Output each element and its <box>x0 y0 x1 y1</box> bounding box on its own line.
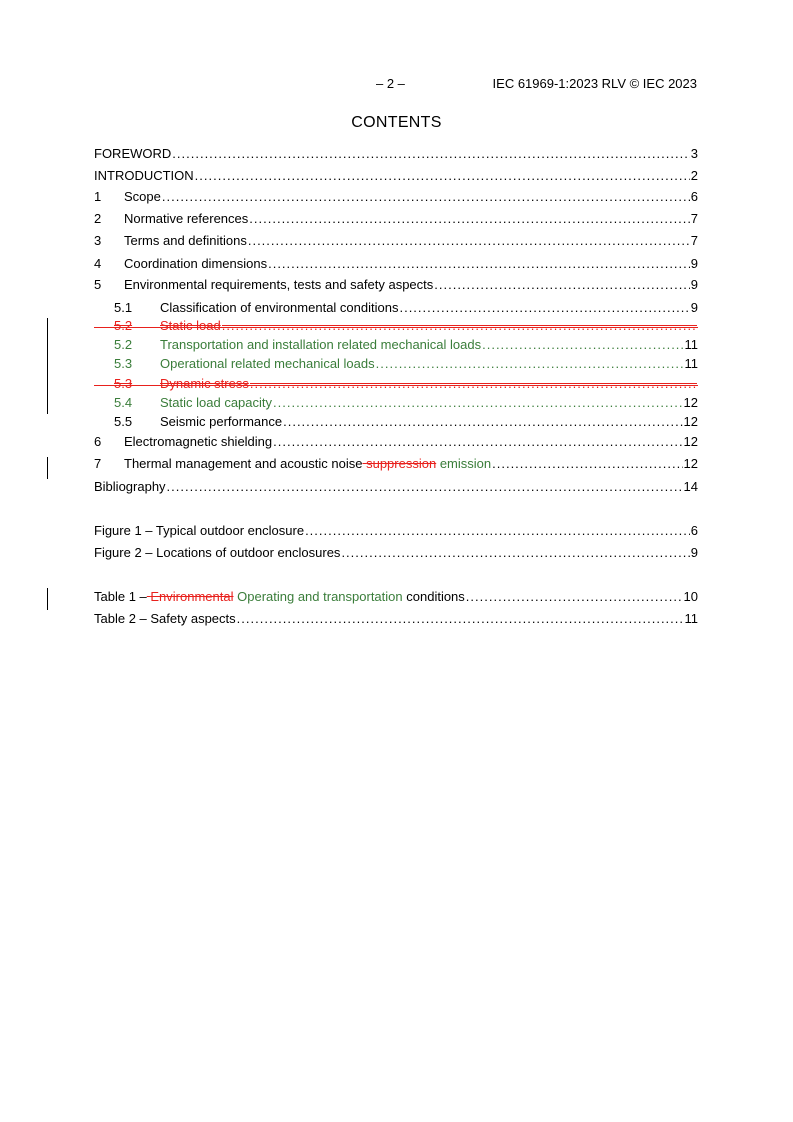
table-entry-page: 10 <box>683 589 698 604</box>
toc-entry-page: 2 <box>690 168 698 183</box>
toc-entry-page: 6 <box>690 189 698 204</box>
leader-dots <box>167 479 683 494</box>
figure-entry-page: 9 <box>690 545 698 560</box>
table-entry-page: 11 <box>684 611 698 626</box>
toc-entry-page: 12 <box>683 414 698 429</box>
deleted-text: Environmental <box>150 589 234 604</box>
toc-entry-number: 1 <box>94 189 102 204</box>
toc-entry-operational-loads[interactable] <box>94 356 698 373</box>
deleted-text: suppression <box>366 456 437 471</box>
leader-dots <box>341 545 689 560</box>
standard-reference: IEC 61969-1:2023 RLV © IEC 2023 <box>492 76 697 91</box>
page-header <box>0 76 793 92</box>
leader-dots <box>376 356 684 371</box>
toc-entry-page: 12 <box>683 456 698 471</box>
toc-entry-number: 4 <box>94 256 102 271</box>
leader-dots <box>434 277 690 292</box>
toc-entry-page: 9 <box>690 256 698 271</box>
toc-entry-number: 5.1 <box>114 300 133 315</box>
leader-dots <box>249 211 689 226</box>
leader-dots <box>273 395 683 410</box>
toc-entry-number: 3 <box>94 233 102 248</box>
toc-entry-page: 12 <box>683 434 698 449</box>
toc-entry-label: Static load capacity <box>160 395 273 410</box>
toc-entry-introduction[interactable] <box>94 168 698 185</box>
toc-entry-label: Classification of environmental conditions <box>160 300 399 315</box>
toc-entry-number: 5 <box>94 277 102 292</box>
toc-entry-page: 7 <box>690 233 698 248</box>
toc-entry-label: Bibliography <box>94 479 166 494</box>
leader-dots <box>237 611 684 626</box>
figure-entry[interactable] <box>94 523 698 540</box>
leader-dots <box>492 456 682 471</box>
page-title: CONTENTS <box>351 114 442 131</box>
leader-dots <box>195 168 690 183</box>
toc-entry-page: 11 <box>684 356 698 371</box>
toc-entry-number: 7 <box>94 456 102 471</box>
table-entry[interactable] <box>94 611 698 628</box>
toc-entry-label: Normative references <box>124 211 249 226</box>
toc-entry-terms-and-definitions[interactable] <box>94 233 698 250</box>
toc-entry-label: Scope <box>124 189 161 204</box>
leader-dots <box>268 256 690 271</box>
toc-entry-page: 9 <box>690 300 698 315</box>
toc-entry-label: Environmental requirements, tests and safety aspects <box>124 277 434 292</box>
table-entry[interactable] <box>94 589 698 606</box>
toc-entry-transportation-loads[interactable] <box>94 337 698 354</box>
label-text: Thermal management and acoustic noise <box>124 456 363 471</box>
toc-entry-page: 7 <box>690 211 698 226</box>
toc-entry-bibliography[interactable] <box>94 479 698 496</box>
toc-entry-label <box>124 456 491 471</box>
toc-entry-static-load-deleted[interactable] <box>94 318 698 335</box>
leader-dots <box>172 146 689 161</box>
toc-entry-label: Static load <box>160 318 221 333</box>
leader-dots <box>482 337 683 352</box>
figure-entry-page: 6 <box>690 523 698 538</box>
change-bar <box>47 318 48 414</box>
toc-entry-coordination-dimensions[interactable] <box>94 256 698 273</box>
change-bar <box>47 588 48 610</box>
toc-entry-label: Coordination dimensions <box>124 256 268 271</box>
toc-entry-thermal-management[interactable] <box>94 456 698 473</box>
toc-entry-number: 6 <box>94 434 102 449</box>
leader-dots <box>222 318 697 333</box>
toc-entry-label: INTRODUCTION <box>94 168 194 183</box>
figure-entry-label: Figure 2 – Locations of outdoor enclosures <box>94 545 341 560</box>
leader-dots <box>248 233 690 248</box>
toc-entry-seismic-performance[interactable] <box>94 414 698 431</box>
figure-entry[interactable] <box>94 545 698 562</box>
change-bar <box>47 457 48 479</box>
toc-entry-number: 5.5 <box>114 414 133 429</box>
toc-entry-classification[interactable] <box>94 300 698 317</box>
leader-dots <box>283 414 682 429</box>
toc-entry-label: Seismic performance <box>160 414 283 429</box>
toc-entry-page: 11 <box>684 337 698 352</box>
figure-entry-label: Figure 1 – Typical outdoor enclosure <box>94 523 305 538</box>
toc-entry-label: Terms and definitions <box>124 233 247 248</box>
toc-entry-electromagnetic-shielding[interactable] <box>94 434 698 451</box>
table-entry-label: Table 1 – Environmental Operating and transportation conditions <box>94 589 465 604</box>
toc-entry-label: Dynamic stress <box>160 376 249 391</box>
toc-entry-dynamic-stress-deleted[interactable] <box>94 376 698 393</box>
toc-entry-number: 5.3 <box>114 356 133 371</box>
toc-entry-page: 14 <box>683 479 698 494</box>
toc-entry-number: 5.3 <box>114 376 133 391</box>
page-number: – 2 – <box>376 76 405 91</box>
table-entry-label: Table 2 – Safety aspects <box>94 611 236 626</box>
inserted-text: Operating and transportation <box>237 589 403 604</box>
inserted-text: emission <box>439 456 492 471</box>
toc-entry-label: Transportation and installation related mechanical loads <box>160 337 482 352</box>
toc-entry-page: 9 <box>690 277 698 292</box>
toc-entry-number: 5.2 <box>114 318 133 333</box>
toc-entry-label: Electromagnetic shielding <box>124 434 273 449</box>
toc-entry-number: 5.2 <box>114 337 133 352</box>
toc-entry-number: 2 <box>94 211 102 226</box>
toc-entry-normative-references[interactable] <box>94 211 698 228</box>
toc-entry-scope[interactable] <box>94 189 698 206</box>
toc-entry-label: FOREWORD <box>94 146 172 161</box>
toc-entry-page: 12 <box>683 395 698 410</box>
toc-entry-environmental-requirements[interactable] <box>94 277 698 294</box>
toc-entry-foreword[interactable] <box>94 146 698 163</box>
toc-entry-number: 5.4 <box>114 395 133 410</box>
toc-entry-page: 3 <box>690 146 698 161</box>
toc-entry-label: Operational related mechanical loads <box>160 356 375 371</box>
leader-dots <box>466 589 683 604</box>
toc-entry-static-load-capacity[interactable] <box>94 395 698 412</box>
leader-dots <box>399 300 689 315</box>
leader-dots <box>305 523 690 538</box>
leader-dots <box>273 434 682 449</box>
leader-dots <box>250 376 697 391</box>
leader-dots <box>162 189 690 204</box>
